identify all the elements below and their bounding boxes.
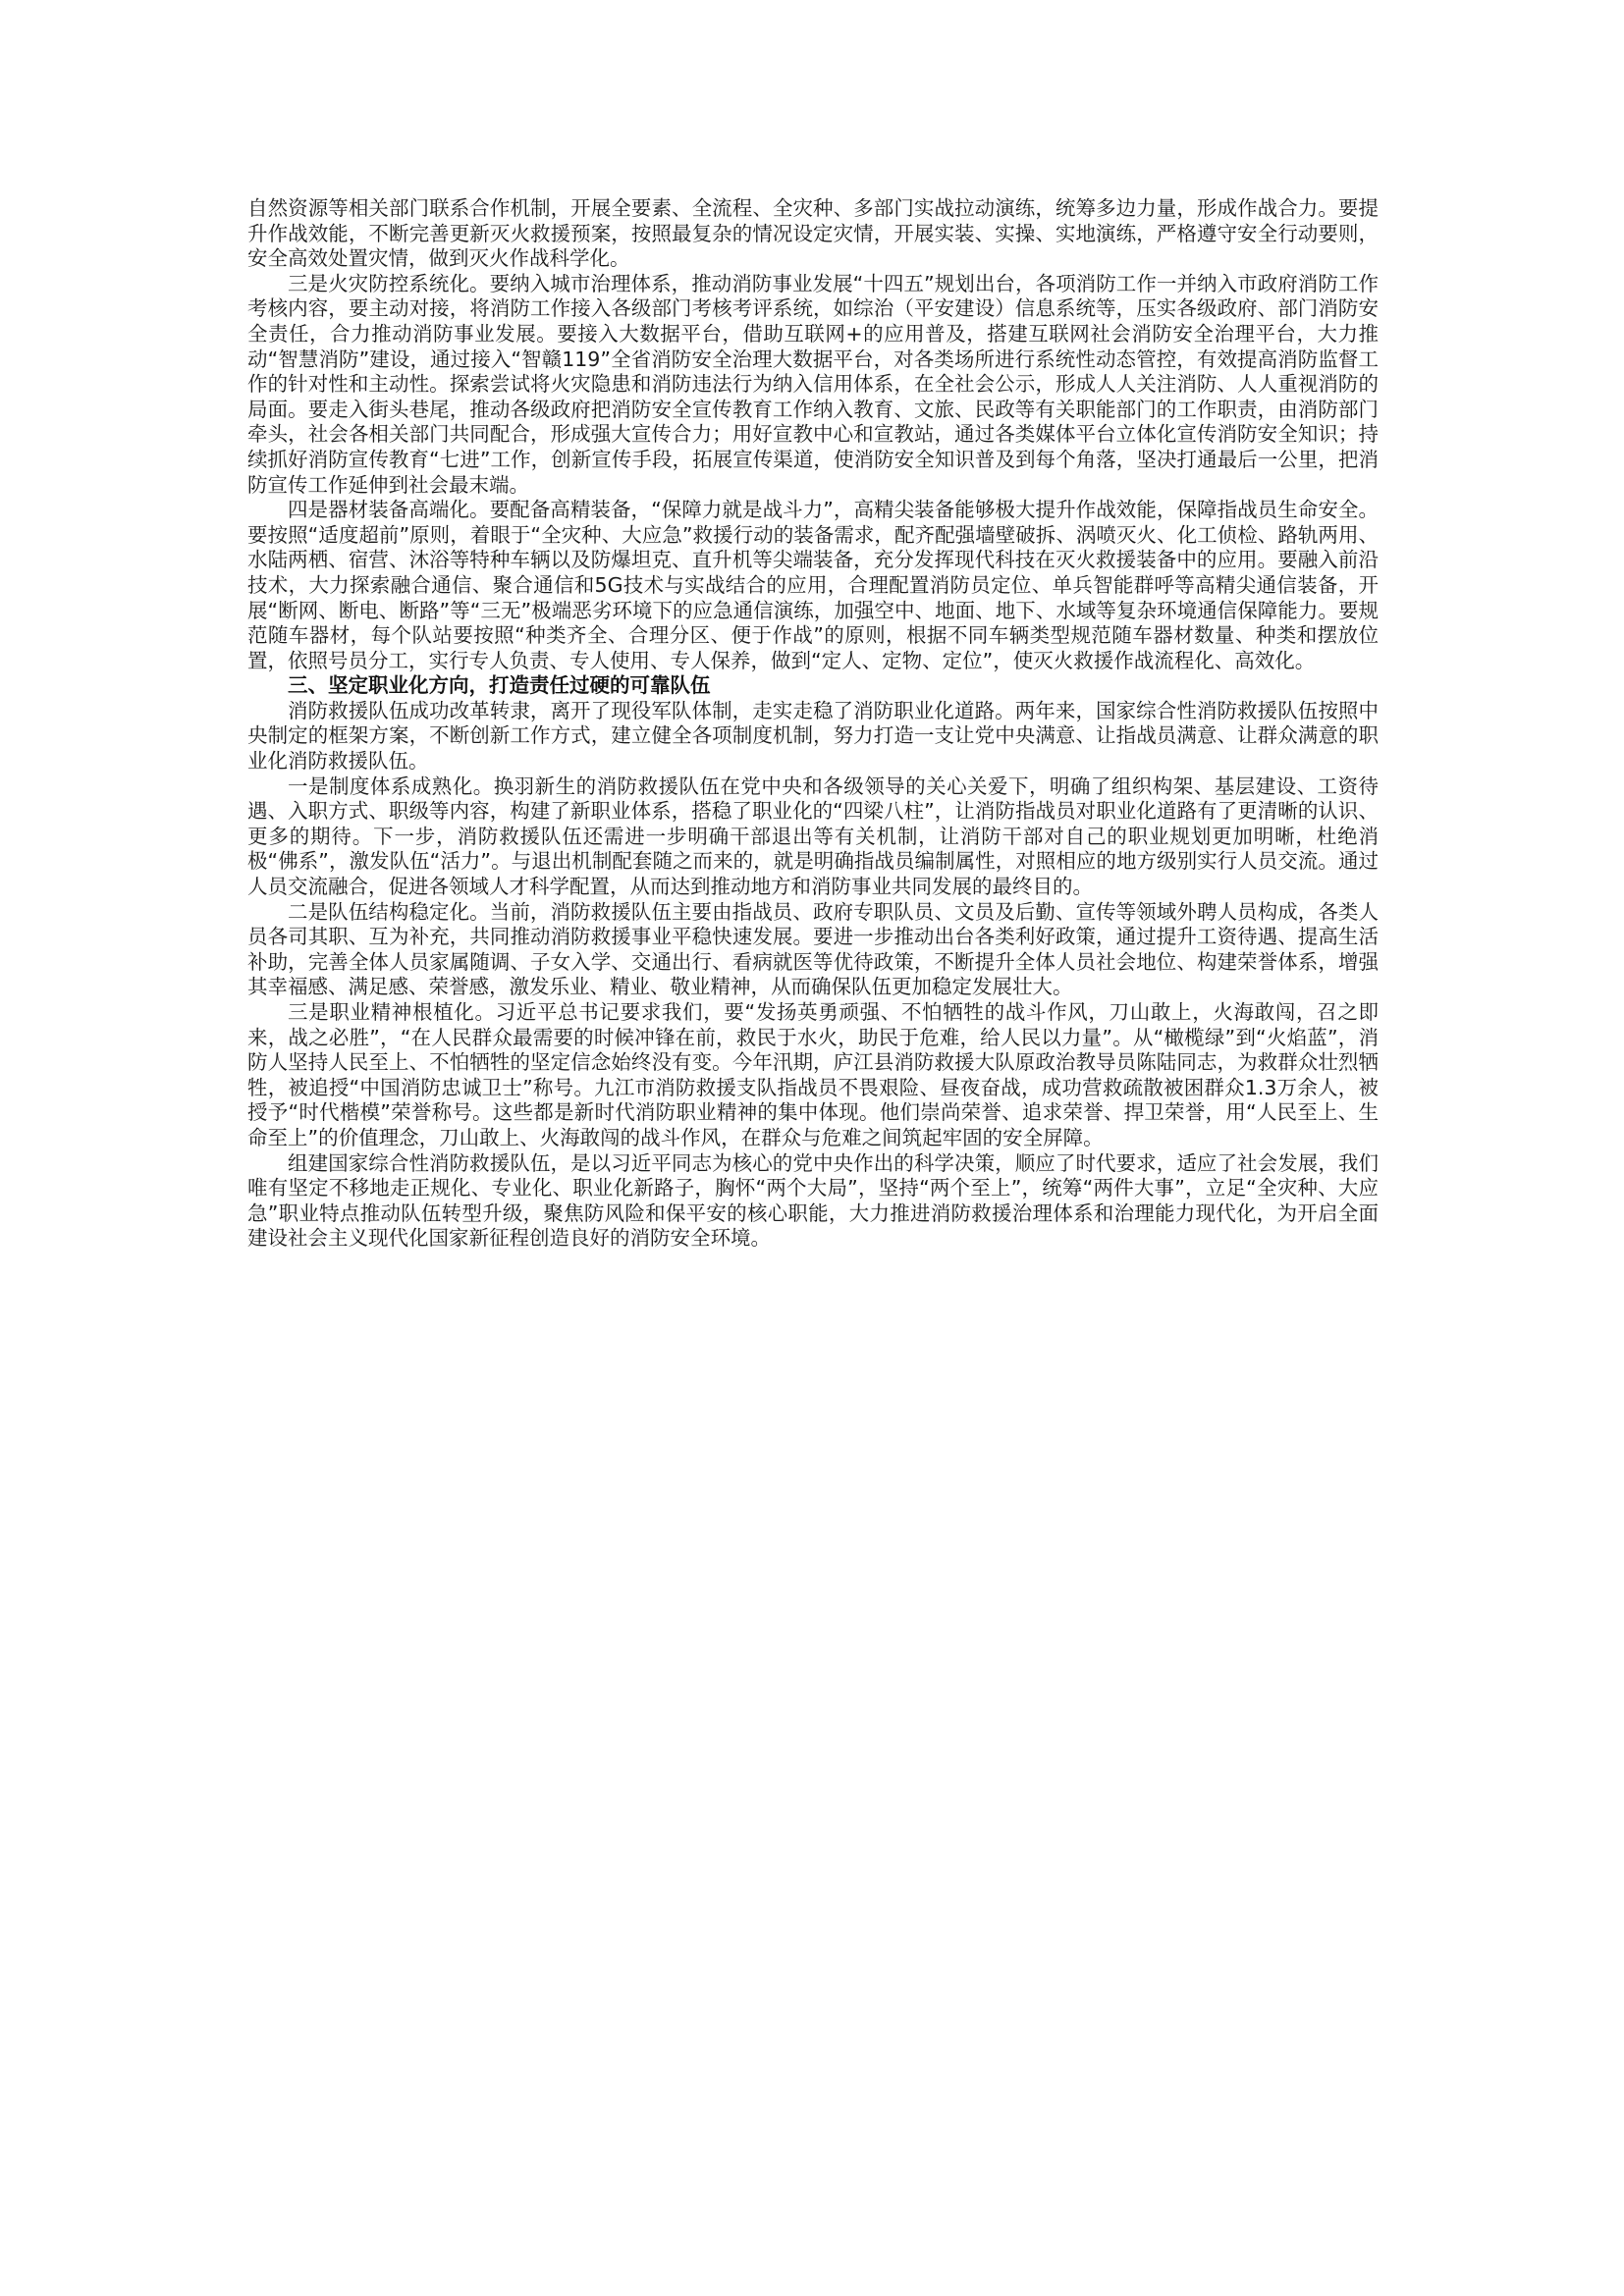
paragraph-continuation: 自然资源等相关部门联系合作机制，开展全要素、全流程、全灾种、多部门实战拉动演练，统筹多边力量，形成作战合力。要提升作战效能，不断完善更新灭火救援预案，按照最复杂的情况设定灾情，开展实装、实操、实地演练，严格遵守安全行动要则，安全高效处置灾情，做到灭火作战科学化。 — [247, 196, 1379, 271]
paragraph-professional-spirit: 三是职业精神根植化。习近平总书记要求我们，要“发扬英勇顽强、不怕牺牲的战斗作风，刀山敢上，火海敢闯，召之即来，战之必胜”，“在人民群众最需要的时候冲锋在前，救民于水火，助民于危难，给人民以力量”。从“橄榄绿”到“火焰蓝”，消防人坚持人民至上、不怕牺牲的坚定信念始终没有变。今年汛期，庐江县消防救援大队原政治教导员陈陆同志，为救群众壮烈牺牲，被追授“中国消防忠诚卫士”称号。九江市消防救援支队指战员不畏艰险、昼夜奋战，成功营救疏散被困群众1.3万余人，被授予“时代楷模”荣誉称号。这些都是新时代消防职业精神的集中体现。他们崇尚荣誉、追求荣誉、捍卫荣誉，用“人民至上、生命至上”的价值理念，刀山敢上、火海敢闯的战斗作风，在群众与危难之间筑起牢固的安全屏障。 — [247, 1000, 1379, 1149]
paragraph-equipment: 四是器材装备高端化。要配备高精装备，“保障力就是战斗力”，高精尖装备能够极大提升作战效能，保障指战员生命安全。要按照“适度超前”原则，着眼于“全灾种、大应急”救援行动的装备需求，配齐配强墙壁破拆、涡喷灭火、化工侦检、路轨两用、水陆两栖、宿营、沐浴等特种车辆以及防爆坦克、直升机等尖端装备，充分发挥现代科技在灭火救援装备中的应用。要融入前沿技术，大力探索融合通信、聚合通信和5G技术与实战结合的应用，合理配置消防员定位、单兵智能群呼等高精尖通信装备，开展“断网、断电、断路”等“三无”极端恶劣环境下的应急通信演练，加强空中、地面、地下、水域等复杂环境通信保障能力。要规范随车器材，每个队站要按照“种类齐全、合理分区、便于作战”的原则，根据不同车辆类型规范随车器材数量、种类和摆放位置，依照号员分工，实行专人负责、专人使用、专人保养，做到“定人、定物、定位”，使灭火救援作战流程化、高效化。 — [247, 498, 1379, 672]
document-body — [247, 196, 1379, 1252]
section-heading: 三、坚定职业化方向，打造责任过硬的可靠队伍 — [288, 673, 711, 698]
paragraph-fire-prevention: 三是火灾防控系统化。要纳入城市治理体系，推动消防事业发展“十四五”规划出台，各项消防工作一并纳入市政府消防工作考核内容，要主动对接，将消防工作接入各级部门考核考评系统，如综治（平安建设）信息系统等，压实各级政府、部门消防安全责任，合力推动消防事业发展。要接入大数据平台，借助互联网+的应用普及，搭建互联网社会消防安全治理平台，大力推动“智慧消防”建设，通过接入“智赣119”全省消防安全治理大数据平台，对各类场所进行系统性动态管控，有效提高消防监督工作的针对性和主动性。探索尝试将火灾隐患和消防违法行为纳入信用体系，在全社会公示，形成人人关注消防、人人重视消防的局面。要走入街头巷尾，推动各级政府把消防安全宣传教育工作纳入教育、文旅、民政等有关职能部门的工作职责，由消防部门牵头，社会各相关部门共同配合，形成强大宣传合力；用好宣教中心和宣教站，通过各类媒体平台立体化宣传消防安全知识；持续抓好消防宣传教育“七进”工作，创新宣传手段，拓展宣传渠道，使消防安全知识普及到每个角落，坚决打通最后一公里，把消防宣传工作延伸到社会最末端。 — [247, 271, 1379, 497]
paragraph-professionalization-intro: 消防救援队伍成功改革转隶，离开了现役军队体制，走实走稳了消防职业化道路。两年来，国家综合性消防救援队伍按照中央制定的框架方案，不断创新工作方式，建立健全各项制度机制，努力打造一支让党中央满意、让指战员满意、让群众满意的职业化消防救援队伍。 — [247, 698, 1379, 774]
paragraph-team-structure: 二是队伍结构稳定化。当前，消防救援队伍主要由指战员、政府专职队员、文员及后勤、宣传等领域外聘人员构成，各类人员各司其职、互为补充，共同推动消防救援事业平稳快速发展。要进一步推动出台各类利好政策，通过提升工资待遇、提高生活补助，完善全体人员家属随调、子女入学、交通出行、看病就医等优待政策，不断提升全体人员社会地位、构建荣誉体系，增强其幸福感、满足感、荣誉感，激发乐业、精业、敬业精神，从而确保队伍更加稳定发展壮大。 — [247, 899, 1379, 999]
paragraph-conclusion: 组建国家综合性消防救援队伍，是以习近平同志为核心的党中央作出的科学决策，顺应了时代要求，适应了社会发展，我们唯有坚定不移地走正规化、专业化、职业化新路子，胸怀“两个大局”，坚持“两个至上”，统筹“两件大事”，立足“全灾种、大应急”职业特点推动队伍转型升级，聚焦防风险和保平安的核心职能，大力推进消防救援治理体系和治理能力现代化，为开启全面建设社会主义现代化国家新征程创造良好的消防安全环境。 — [247, 1150, 1379, 1251]
paragraph-institutional-system: 一是制度体系成熟化。换羽新生的消防救援队伍在党中央和各级领导的关心关爱下，明确了组织构架、基层建设、工资待遇、入职方式、职级等内容，构建了新职业体系，搭稳了职业化的“四梁八柱”，让消防指战员对职业化道路有了更清晰的认识、更多的期待。下一步，消防救援队伍还需进一步明确干部退出等有关机制，让消防干部对自己的职业规划更加明晰，杜绝消极“佛系”，激发队伍“活力”。与退出机制配套随之而来的，就是明确指战员编制属性，对照相应的地方级别实行人员交流。通过人员交流融合，促进各领域人才科学配置，从而达到推动地方和消防事业共同发展的最终目的。 — [247, 774, 1379, 899]
